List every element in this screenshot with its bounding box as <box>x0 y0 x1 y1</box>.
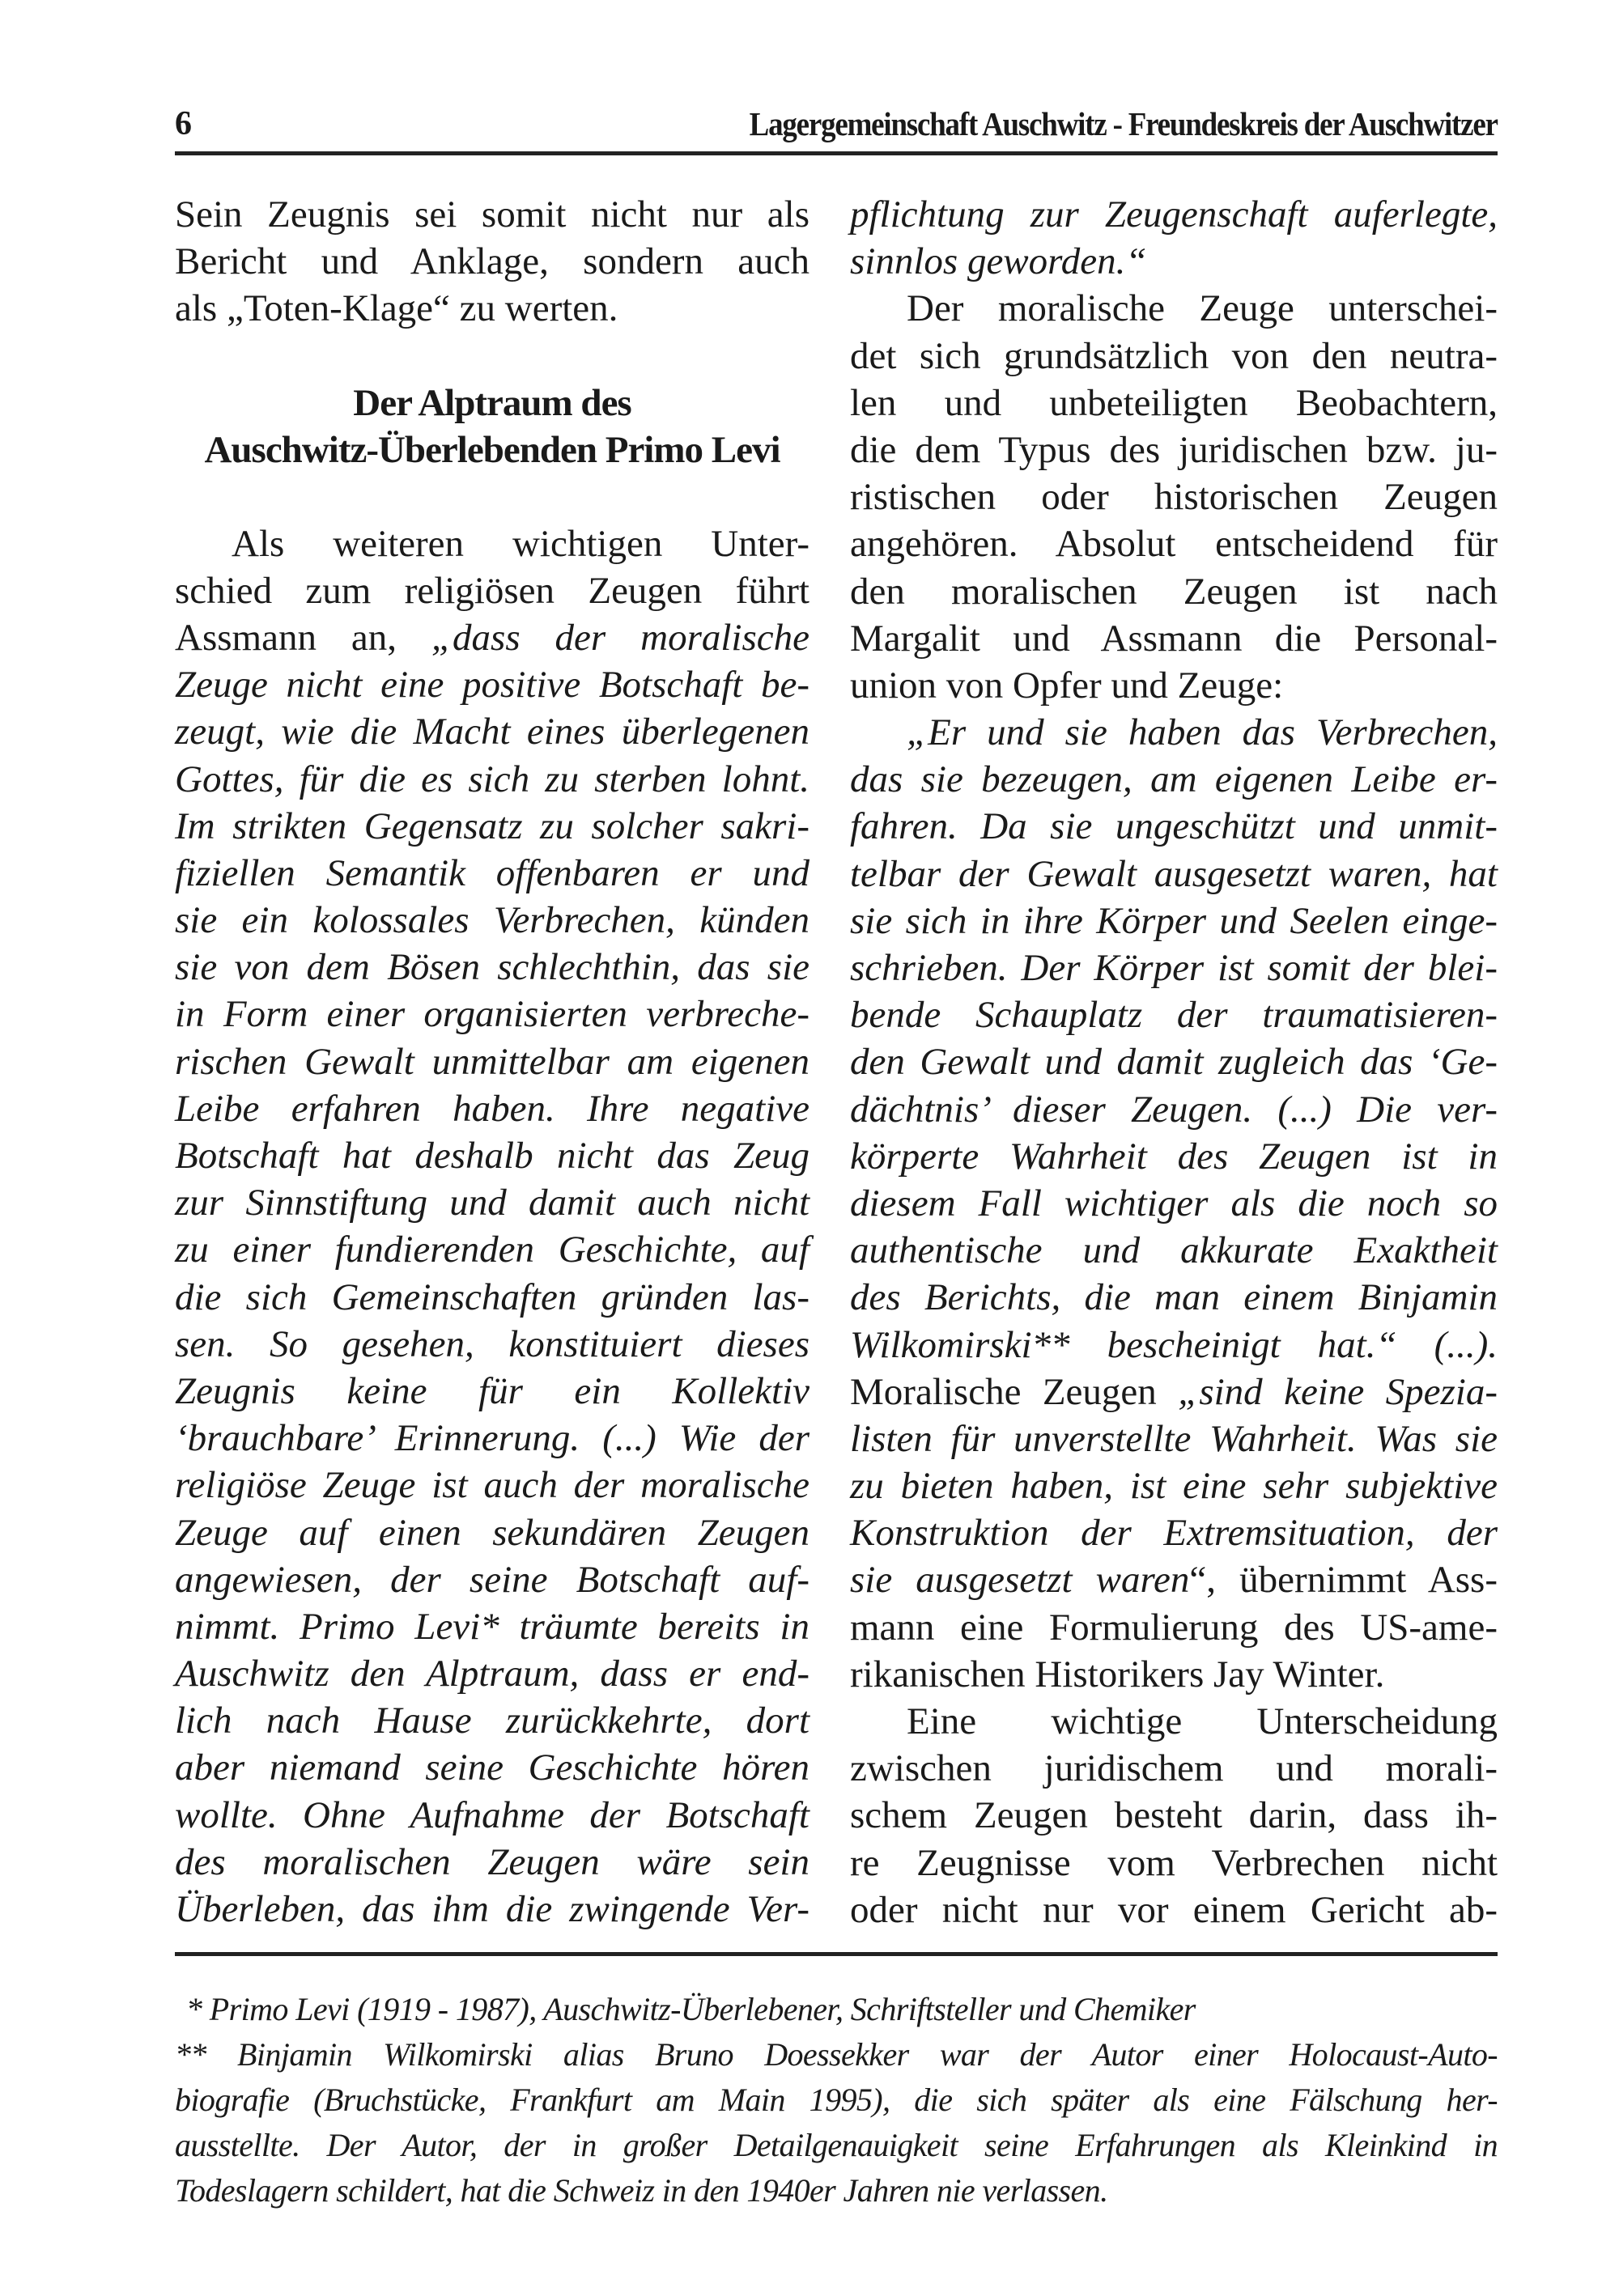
text-line: angehören. Absolut entscheidend für <box>850 523 1498 566</box>
quote-italic: „sind keine Spezia- <box>1178 1370 1498 1413</box>
section-heading-line: Der Alptraum des <box>353 381 631 424</box>
text-line: oder nicht nur vor einem Gericht ab- <box>850 1888 1498 1931</box>
running-title: Lagergemeinschaft Auschwitz - Freundeskreis der Auschwitzer <box>749 105 1498 142</box>
text-line: den moralischen Zeugen ist nach <box>850 570 1498 613</box>
quote-continuation <box>850 191 1498 285</box>
text-roman: Assmann an, <box>175 616 431 659</box>
quote-line: Konstruktion der Extremsituation, der <box>850 1512 1498 1555</box>
quote-line: zeugt, wie die Macht eines überlegenen <box>175 711 810 753</box>
section-heading-line: Auschwitz-Überlebenden Primo Levi <box>204 428 780 471</box>
intro-paragraph <box>175 191 810 333</box>
quote-line: religiöse Zeuge ist auch der moralische <box>175 1464 810 1507</box>
quote-line: diesem Fall wichtiger als die noch so <box>850 1182 1498 1224</box>
quote-line: sie sich in ihre Körper und Seelen einge- <box>850 899 1498 942</box>
quote-line: Gottes, für die es sich zu sterben lohnt. <box>175 758 810 800</box>
quote-line: sie ein kolossales Verbrechen, künden <box>175 899 810 942</box>
block-quote <box>850 709 1498 1698</box>
page-header <box>175 97 1498 146</box>
quote-italic: sie ausgesetzt waren <box>850 1559 1190 1602</box>
quote-line: zu einer fundierenden Geschichte, auf <box>175 1229 810 1271</box>
quote-line: wollte. Ohne Aufnahme der Botschaft <box>175 1793 810 1836</box>
quote-line: sie von dem Bösen schlechthin, das sie <box>175 946 810 989</box>
text-roman: Moralische Zeugen <box>850 1370 1179 1413</box>
text-line: det sich grundsätzlich von den neutra- <box>850 334 1498 377</box>
text-line: Als weiteren wichtigen Unter- <box>232 522 810 565</box>
quote-line: fiziellen Semantik offenbaren er und <box>175 851 810 894</box>
quote-line: das sie bezeugen, am eigenen Leibe er- <box>850 758 1498 801</box>
quote-line: Im strikten Gegensatz zu solcher sakri- <box>175 804 810 847</box>
footnote-2-line: ausstellte. Der Autor, der in großer Detailgenauigkeit seine Erfahrungen als Kleinkind in <box>175 2127 1498 2163</box>
quote-italic: „dass der moralische <box>431 616 810 659</box>
quote-line: Botschaft hat deshalb nicht das Zeug <box>175 1135 810 1177</box>
text-line: union von Opfer und Zeuge: <box>850 664 1284 707</box>
body-paragraph <box>850 1698 1498 1933</box>
quote-line: Zeuge auf einen sekundären Zeugen <box>175 1511 810 1554</box>
page-number: 6 <box>175 105 192 142</box>
text-line: als „Toten-Klage“ zu werten. <box>175 287 618 330</box>
quote-line: pflichtung zur Zeugenschaft auferlegte, <box>850 193 1498 236</box>
quote-line: angewiesen, der seine Botschaft auf- <box>175 1558 810 1601</box>
quote-line: fahren. Da sie ungeschützt und unmit- <box>850 805 1498 848</box>
quote-line: körperte Wahrheit des Zeugen ist in <box>850 1135 1498 1178</box>
quote-line: zu bieten haben, ist eine sehr subjektive <box>850 1465 1498 1508</box>
quote-line: Zeugnis keine für ein Kollektiv <box>175 1369 810 1412</box>
footnote-2-line: Todeslagern schildert, hat die Schweiz in den 1940er Jahren nie verlassen. <box>175 2172 1108 2209</box>
left-column <box>175 191 810 1933</box>
right-column <box>850 191 1498 1933</box>
footnotes <box>175 1987 1498 2213</box>
quote-line: in Form einer organisierten verbreche- <box>175 993 810 1036</box>
text-line: mann eine Formulierung des US-ame- <box>850 1606 1498 1649</box>
quote-line: nimmt. Primo Levi* träumte bereits in <box>175 1605 810 1648</box>
quote-line: zur Sinnstiftung und damit auch nicht <box>175 1182 810 1224</box>
quote-line: telbar der Gewalt ausgesetzt waren, hat <box>850 852 1498 895</box>
text-roman: “, übernimmt Ass- <box>1189 1559 1498 1602</box>
quote-line: Zeuge nicht eine positive Botschaft be- <box>175 664 810 707</box>
footnote-2-line: ** Binjamin Wilkomirski alias Bruno Doessekker war der Autor einer Holocaust-Auto- <box>175 2036 1498 2073</box>
quote-line: aber niemand seine Geschichte hören <box>175 1746 810 1789</box>
body-paragraph <box>850 285 1498 709</box>
footnote-rule <box>175 1952 1498 1956</box>
quote-line: sen. So gesehen, konstituiert dieses <box>175 1322 810 1365</box>
quote-line: Auschwitz den Alptraum, dass er end- <box>175 1653 810 1695</box>
text-line: len und unbeteiligten Beobachtern, <box>850 381 1498 424</box>
quote-line: sinnlos geworden.“ <box>850 240 1147 283</box>
text-line: die dem Typus des juridischen bzw. ju- <box>850 428 1498 471</box>
quote-line: rischen Gewalt unmittelbar am eigenen <box>175 1040 810 1083</box>
quote-line: „Er und sie haben das Verbrechen, <box>907 711 1498 754</box>
text-line <box>850 1369 1498 1415</box>
quote-line: bende Schauplatz der traumatisieren- <box>850 994 1498 1037</box>
footnote-1: * Primo Levi (1919 - 1987), Auschwitz-Überlebener, Schriftsteller und Chemiker <box>186 1991 1196 2027</box>
quote-line: ‘brauchbare’ Erinnerung. (...) Wie der <box>175 1417 810 1460</box>
text-line: Der moralische Zeuge unterschei- <box>907 287 1498 330</box>
section-heading <box>175 380 810 473</box>
text-line: Sein Zeugnis sei somit nicht nur als <box>175 193 810 236</box>
quote-line: listen für unverstellte Wahrheit. Was sie <box>850 1417 1498 1460</box>
quote-line: lich nach Hause zurückkehrte, dort <box>175 1700 810 1742</box>
header-rule <box>175 151 1498 155</box>
text-line: rikanischen Historikers Jay Winter. <box>850 1653 1385 1695</box>
text-line: Margalit und Assmann die Personal- <box>850 617 1498 660</box>
quote-line: des moralischen Zeugen wäre sein <box>175 1840 810 1883</box>
body-paragraph <box>175 520 810 1933</box>
text-line: schem Zeugen besteht darin, dass ih- <box>850 1794 1498 1837</box>
text-line: ristischen oder historischen Zeugen <box>850 476 1498 519</box>
text-line: schied zum religiösen Zeugen führt <box>175 569 810 612</box>
quote-line: des Berichts, die man einem Binjamin <box>850 1276 1498 1319</box>
footnote-2-line: biografie (Bruchstücke, Frankfurt am Main 1995), die sich später als eine Fälschung her- <box>175 2082 1498 2118</box>
quote-line: dächtnis’ dieser Zeugen. (...) Die ver- <box>850 1088 1498 1131</box>
text-line: Bericht und Anklage, sondern auch <box>175 240 810 283</box>
quote-line: Überleben, das ihm die zwingende Ver- <box>175 1888 810 1930</box>
text-line: zwischen juridischem und morali- <box>850 1747 1498 1790</box>
quote-line: die sich Gemeinschaften gründen las- <box>175 1275 810 1318</box>
quote-line: authentische und akkurate Exaktheit <box>850 1229 1498 1272</box>
text-line <box>850 1556 1498 1603</box>
quote-line: schrieben. Der Körper ist somit der blei- <box>850 947 1498 989</box>
text-line: Eine wichtige Unterscheidung <box>907 1700 1498 1742</box>
quote-line: den Gewalt und damit zugleich das ‘Ge- <box>850 1041 1498 1084</box>
quote-line: Wilkomirski** bescheinigt hat.“ (...). <box>850 1323 1498 1366</box>
quote-line: Leibe erfahren haben. Ihre negative <box>175 1087 810 1130</box>
text-line <box>175 614 810 661</box>
text-line: re Zeugnisse vom Verbrechen nicht <box>850 1841 1498 1884</box>
